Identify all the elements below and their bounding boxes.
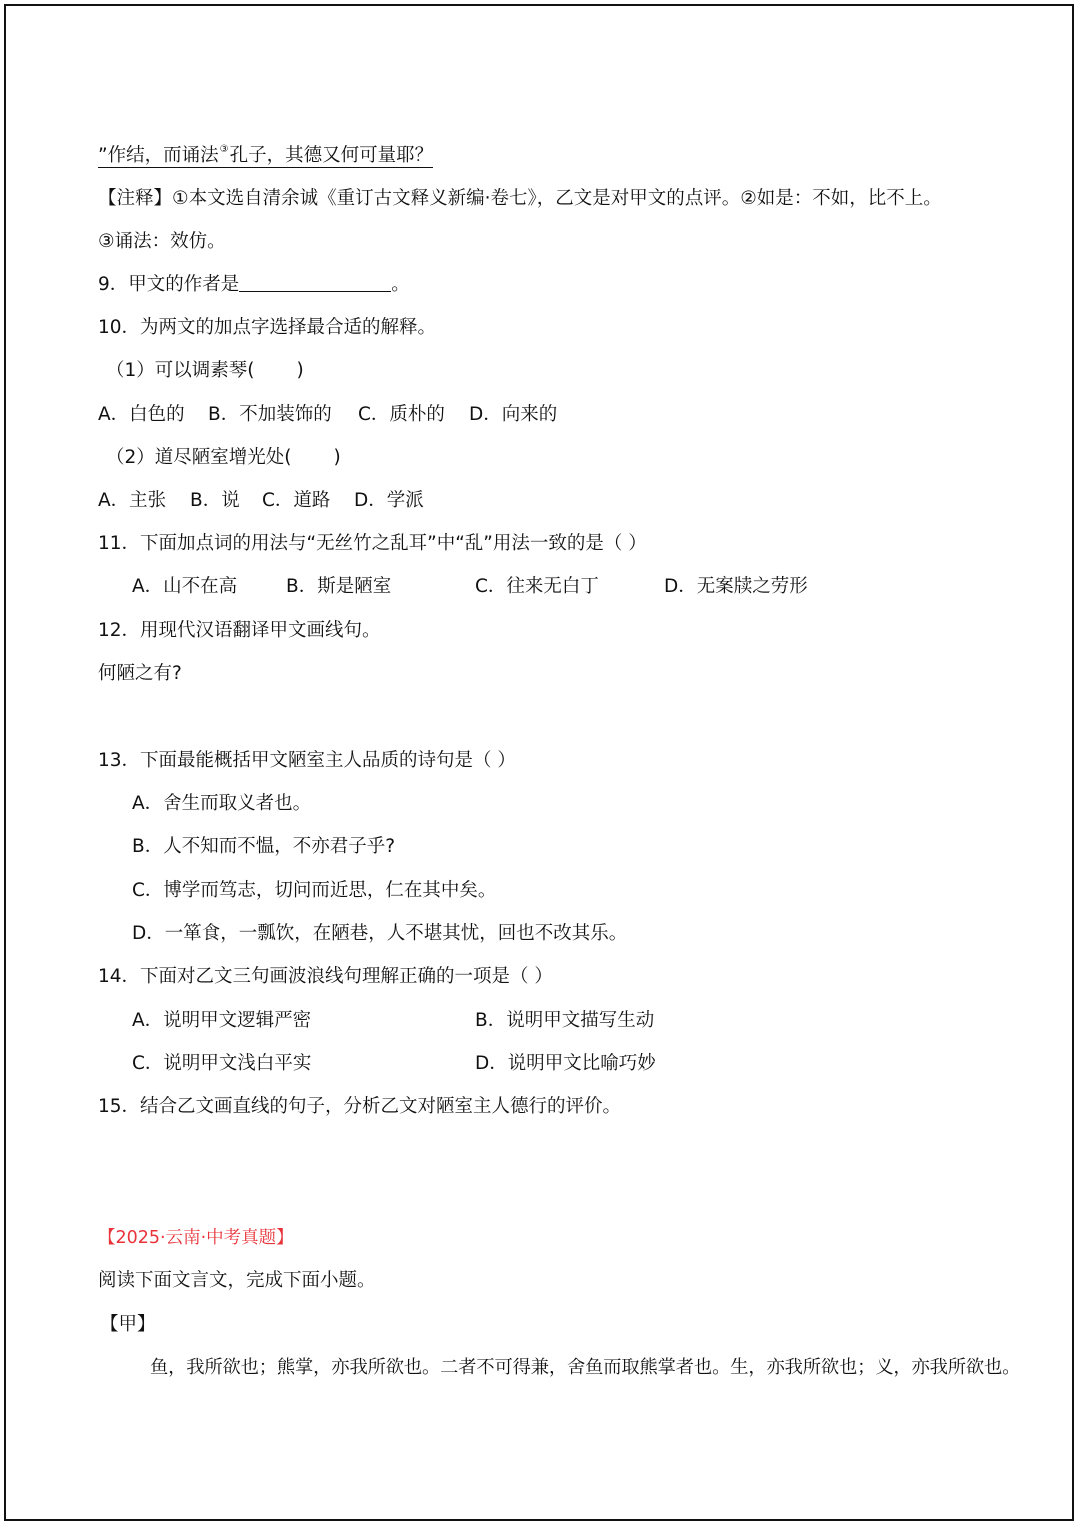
- question-10-sub2-options: [98, 489, 424, 513]
- option-b[interactable]: B．不加装饰的: [208, 404, 332, 425]
- option-c[interactable]: C．说明甲文浅白平实: [132, 1053, 312, 1074]
- question-10-sub1: （1）可以调素琴( ): [106, 360, 304, 381]
- intro-line: [98, 144, 433, 171]
- option-c[interactable]: C．博学而笃志，切问而近思，仁在其中矣。: [132, 880, 497, 901]
- question-11-stem: 11．下面加点词的用法与“无丝竹之乱耳”中“乱”用法一致的是（ ）: [98, 533, 647, 554]
- option-c[interactable]: C．道路: [262, 490, 331, 511]
- question-12-stem: 12．用现代汉语翻译甲文画线句。: [98, 620, 381, 641]
- question-10-sub2: （2）道尽陋室增光处( ): [106, 447, 341, 468]
- option-a[interactable]: A．白色的: [98, 404, 185, 425]
- note-line-1: 【注释】①本文选自清余诚《重订古文释义新编·卷七》，乙文是对甲文的点评。②如是：不如，比不上。: [98, 188, 942, 209]
- reading-instruction: 阅读下面文言文，完成下面小题。: [98, 1270, 376, 1291]
- option-d[interactable]: D．无案牍之劳形: [664, 576, 808, 597]
- option-b[interactable]: B．斯是陋室: [286, 576, 392, 597]
- option-c[interactable]: C．往来无白丁: [475, 576, 599, 597]
- answer-blank[interactable]: [239, 275, 391, 292]
- note-line-2: ③诵法：效仿。: [98, 231, 226, 252]
- question-9: 9．甲文的作者是 。: [98, 274, 410, 295]
- question-10-stem: 10．为两文的加点字选择最合适的解释。: [98, 317, 437, 338]
- exam-source-tag: 【2025·云南·中考真题】: [98, 1228, 294, 1248]
- footnote-ref: ③: [219, 144, 229, 155]
- part-label-jia: 【甲】: [100, 1314, 156, 1335]
- option-d[interactable]: D．学派: [354, 490, 424, 511]
- option-c[interactable]: C．质朴的: [358, 404, 445, 425]
- option-b[interactable]: B．人不知而不愠，不亦君子乎?: [132, 836, 396, 857]
- option-a[interactable]: A．说明甲文逻辑严密: [132, 1010, 312, 1031]
- option-d[interactable]: D．说明甲文比喻巧妙: [475, 1053, 656, 1074]
- question-13-stem: 13．下面最能概括甲文陋室主人品质的诗句是（ ）: [98, 750, 516, 771]
- question-12-sentence: 何陋之有?: [98, 663, 182, 684]
- question-11-options: [132, 575, 808, 599]
- option-a[interactable]: A．舍生而取义者也。: [132, 793, 312, 814]
- option-b[interactable]: B．说: [190, 490, 240, 511]
- passage-line: 鱼，我所欲也；熊掌，亦我所欲也。二者不可得兼，舍鱼而取熊掌者也。生，亦我所欲也；义，亦我所欲也。: [150, 1357, 1021, 1378]
- option-d[interactable]: D．一箪食，一瓢饮，在陋巷，人不堪其忧，回也不改其乐。: [132, 923, 628, 944]
- option-a[interactable]: A．山不在高: [132, 576, 238, 597]
- question-14-options-row1: [132, 1009, 654, 1033]
- question-10-sub1-options: [98, 403, 557, 427]
- option-b[interactable]: B．说明甲文描写生动: [475, 1010, 655, 1031]
- option-d[interactable]: D．向来的: [469, 404, 558, 425]
- underlined-sentence: ”作结，而诵法③孔子，其德又何可量耶？: [98, 144, 434, 166]
- question-14-stem: 14．下面对乙文三句画波浪线句理解正确的一项是（ ）: [98, 966, 553, 987]
- option-a[interactable]: A．主张: [98, 490, 167, 511]
- question-15-stem: 15．结合乙文画直线的句子，分析乙文对陋室主人德行的评价。: [98, 1096, 622, 1117]
- question-14-options-row2: [132, 1052, 656, 1076]
